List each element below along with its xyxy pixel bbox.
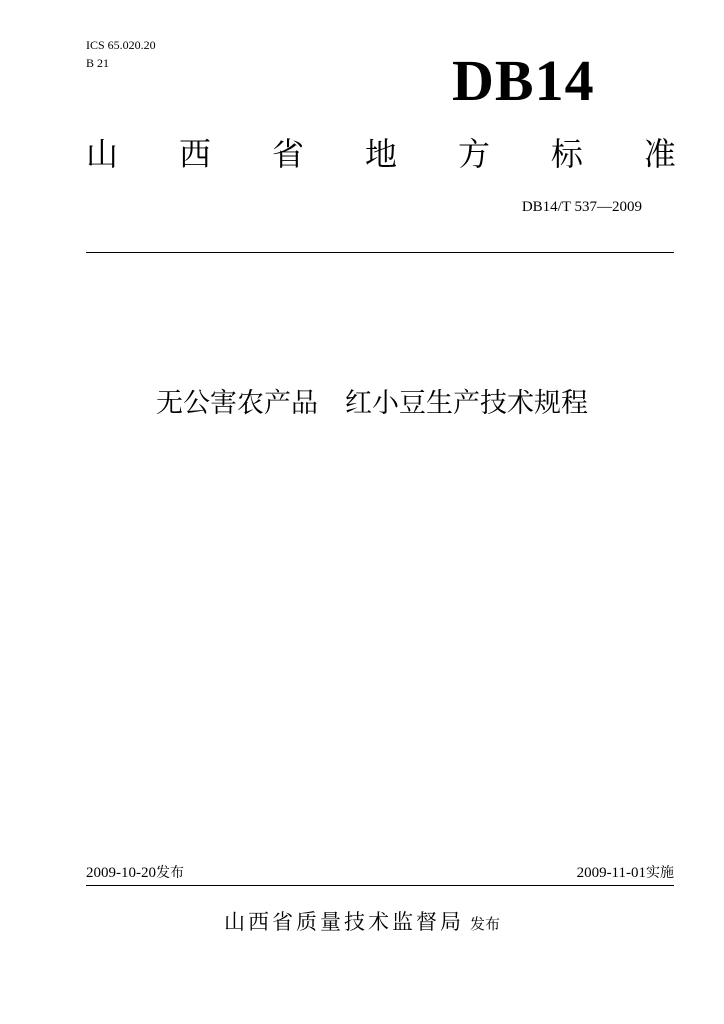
standard-code-db: DB14 [452,48,595,113]
issuer-name: 山西省质量技术监督局 [223,910,464,934]
standard-type-char: 准 [643,135,676,173]
implementation-date [577,864,674,882]
footer-divider [86,885,674,886]
standard-type-char: 标 [550,135,583,173]
issuing-authority [0,908,724,938]
standard-type-char: 地 [364,135,397,173]
standard-type-heading [86,134,676,174]
implementation-date-value: 2009-11-01 [576,865,646,881]
issuer-suffix: 发布 [469,915,500,933]
implementation-date-label: 实施 [646,865,674,881]
issue-date-value: 2009-10-20 [86,865,156,881]
standard-type-char: 方 [457,135,490,173]
ics-code: ICS 65.020.20 [86,38,156,52]
issue-date [86,864,184,882]
document-title: 无公害农产品 红小豆生产技术规程 [156,388,588,419]
standard-type-char: 省 [271,135,304,173]
standard-number: DB14/T 537—2009 [521,199,642,215]
standard-type-char: 西 [178,135,211,173]
ccs-code: B 21 [86,56,110,70]
standard-type-char: 山 [86,135,119,173]
header-divider [86,252,674,253]
issue-date-label: 发布 [156,865,184,881]
